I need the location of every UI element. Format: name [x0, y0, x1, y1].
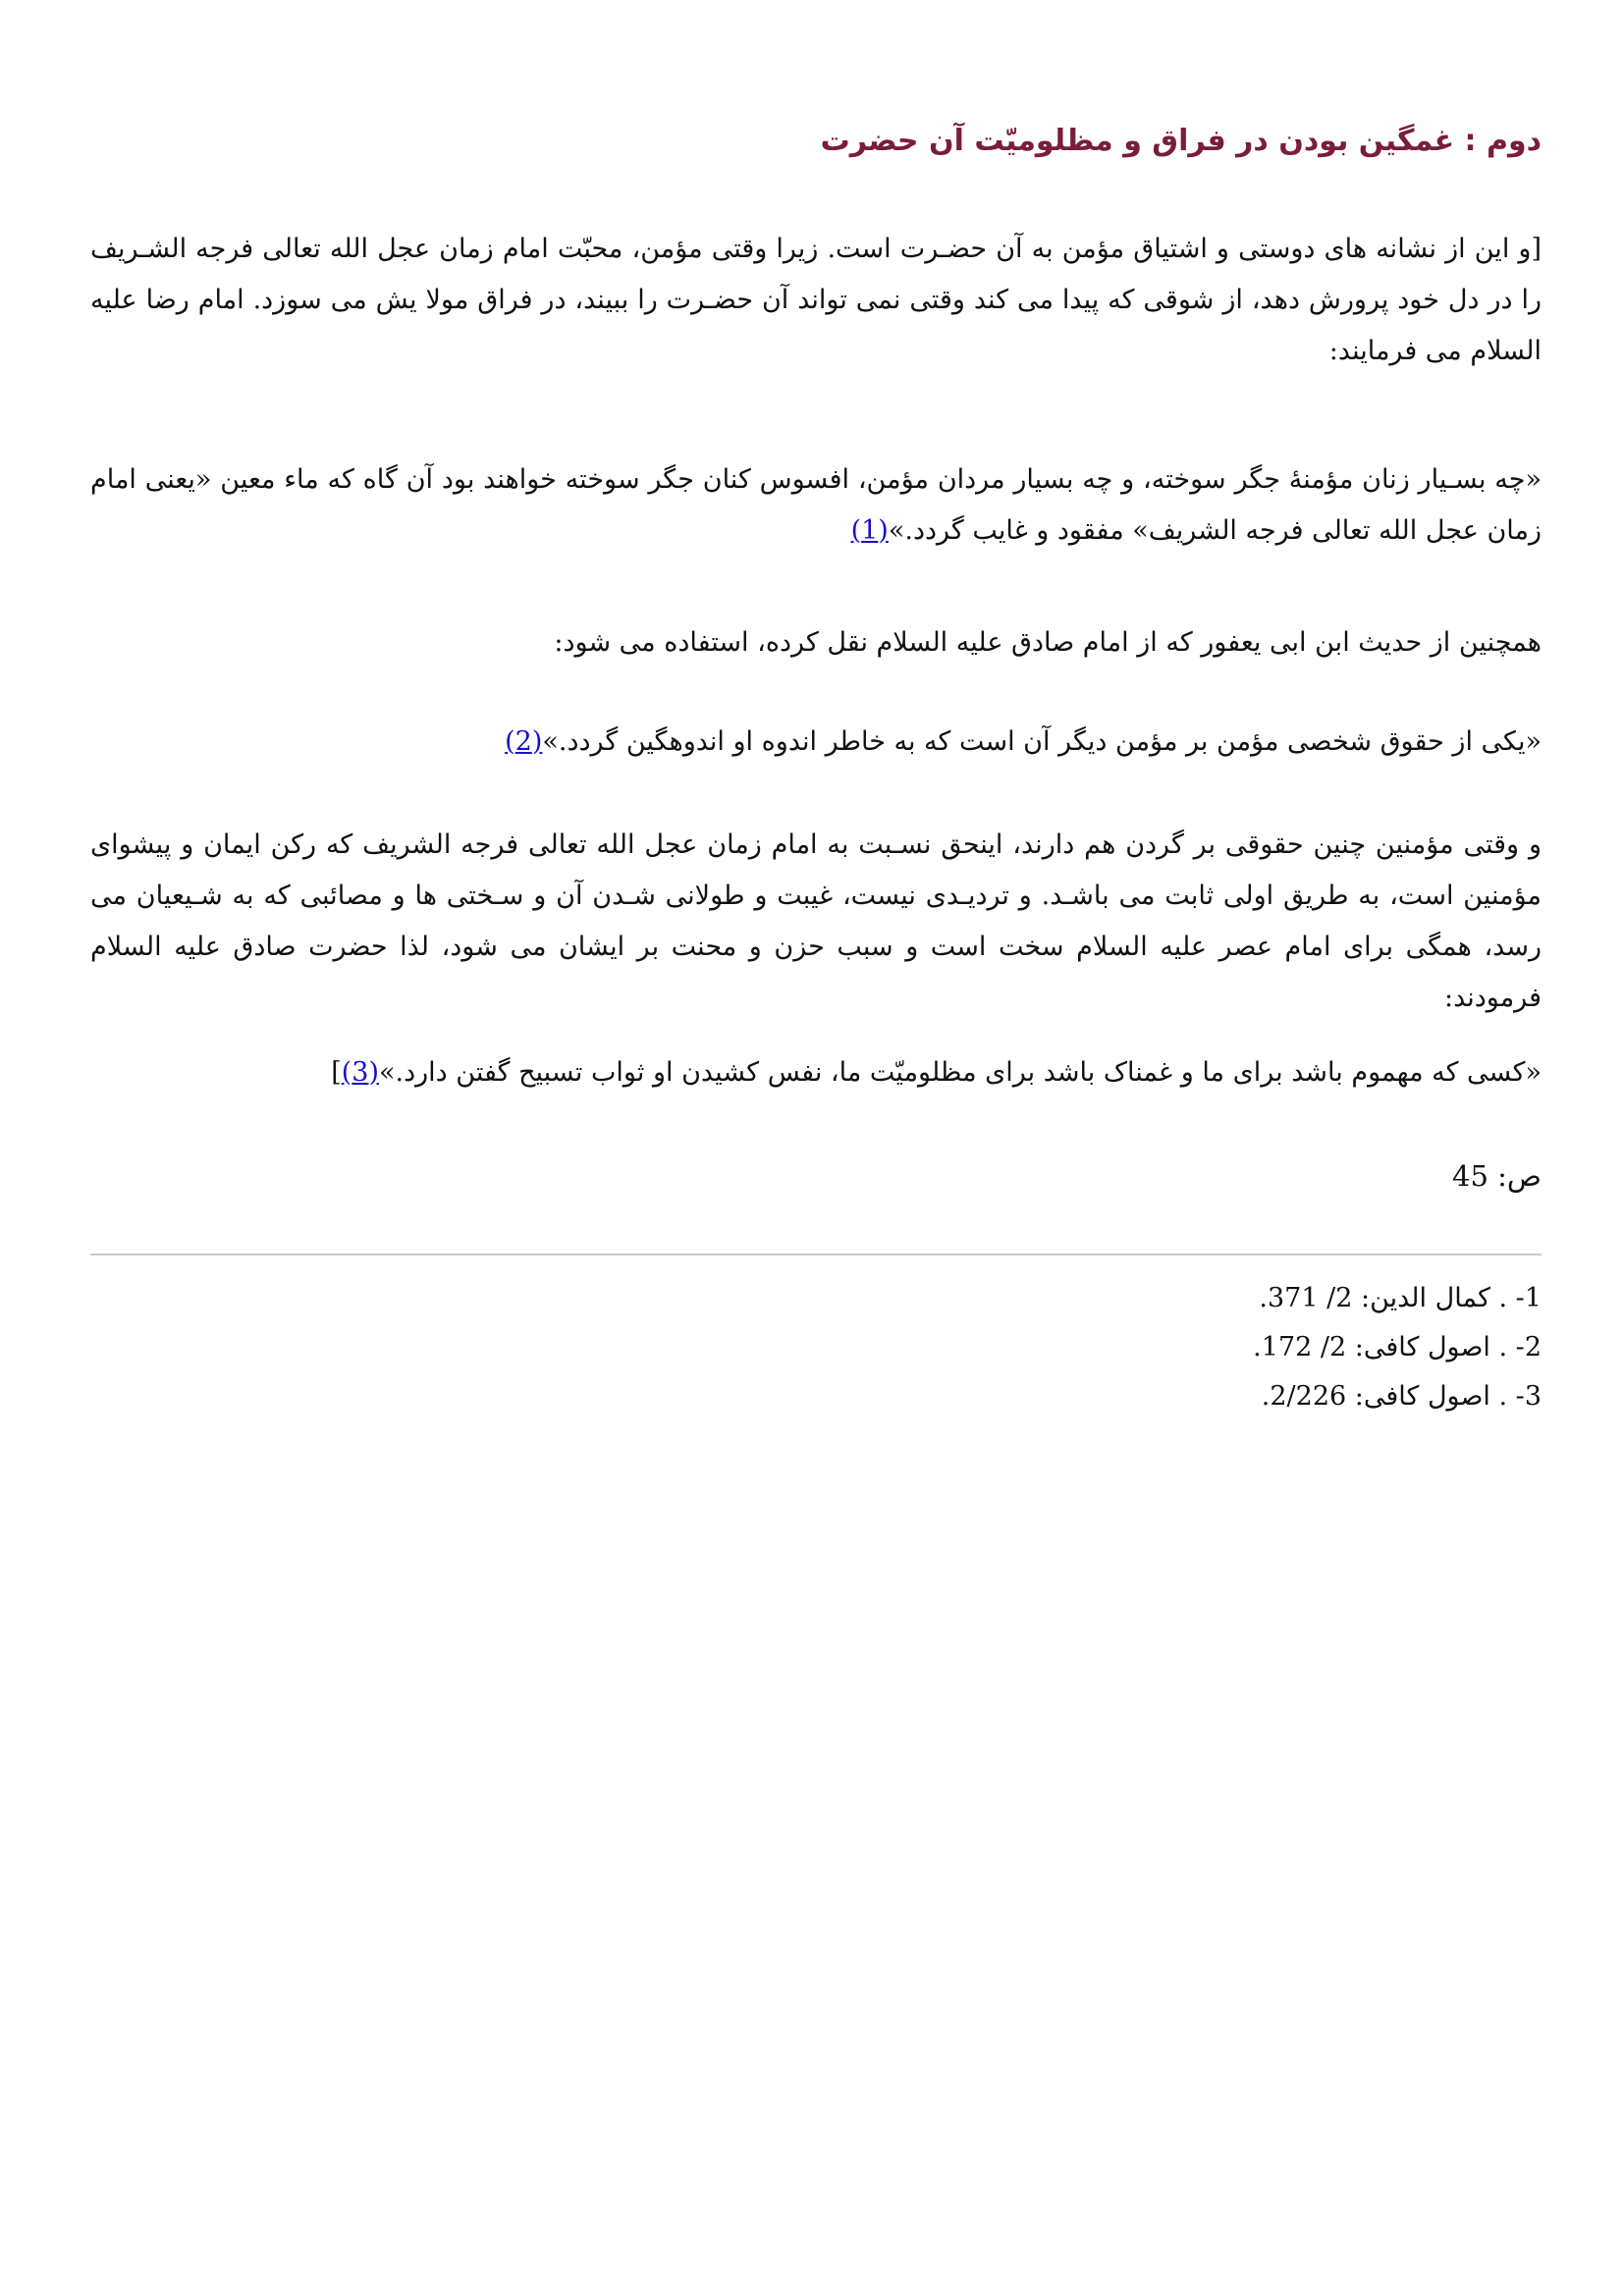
paragraph-hadith-reza-text: «چه بسـیار زنان مؤمنهٔ جگر سوخته، و چه بسیار مردان مؤمن، افسوس کنان جگر سوخته خواهند بود آن گاه که ماء معین «یعنی امام زمان عجل الله تعالی فرجه الشریف» مفقود و غایب گردد.» — [90, 464, 1542, 546]
paragraph-imam-rights — [90, 820, 1542, 1024]
page-number: ص: 45 — [1452, 1159, 1542, 1193]
footnote-3: 3- . اصول کافی: 2/226. — [1261, 1381, 1542, 1412]
paragraph-believer-rights — [90, 717, 1542, 768]
paragraph-hadith-sadiq — [90, 1047, 1542, 1098]
section-heading: دوم : غمگین بودن در فراق و مظلومیّت آن حضرت — [820, 124, 1542, 158]
footnote-ref-3[interactable]: (3) — [341, 1057, 380, 1088]
footnote-ref-1[interactable]: (1) — [850, 515, 889, 546]
footnote-ref-2[interactable]: (2) — [505, 726, 543, 757]
paragraph-hadith-reza — [90, 454, 1542, 557]
closing-bracket: ] — [331, 1057, 342, 1088]
paragraph-intro-text: [و این از نشانه های دوستی و اشتیاق مؤمن به آن حضـرت است. زیرا وقتی مؤمن، محبّت امام زمان عجل الله تعالی فرجه الشـریف را در دل خود پرورش دهد، از شوقی که پیدا می کند وقتی نمی تواند آن حضـرت را ببیند، در فراق مولا یش می سوزد. امام رضا علیه السلام می فرمایند: — [90, 234, 1542, 366]
paragraph-imam-rights-text: و وقتی مؤمنین چنین حقوقی بر گردن هم دارند، اینحق نسـبت به امام زمان عجل الله تعالی فرجه الشریف که رکن ایمان و پیشوای مؤمنین است، به طریق اولی ثابت می باشـد. و تردیـدی نیست، غیبت و طولانی شـدن آن و سـختی ها و مصائبی که به شـیعیان می رسد، همگی برای امام عصر علیه السلام سخت است و سبب حزن و محنت بر ایشان می شود، لذا حضرت صادق علیه السلام فرمودند: — [90, 829, 1542, 1013]
footnote-divider — [90, 1254, 1542, 1255]
paragraph-believer-rights-text: «یکی از حقوق شخصی مؤمن بر مؤمن دیگر آن است که به خاطر اندوه او اندوهگین گردد.» — [542, 726, 1542, 757]
paragraph-intro — [90, 224, 1542, 377]
footnote-2: 2- . اصول کافی: 2/ 172. — [1253, 1332, 1542, 1362]
paragraph-ibn-abi-yafur — [90, 617, 1542, 668]
paragraph-ibn-abi-yafur-text: همچنین از حدیث ابن ابی یعفور که از امام صادق علیه السلام نقل کرده، استفاده می شود: — [554, 627, 1542, 658]
footnote-1: 1- . کمال الدین: 2/ 371. — [1259, 1283, 1542, 1313]
paragraph-hadith-sadiq-text: «کسی که مهموم باشد برای ما و غمناک باشد برای مظلومیّت ما، نفس کشیدن او ثواب تسبیح گفتن دارد.» — [379, 1057, 1542, 1088]
footnote-list — [560, 1276, 1542, 1423]
